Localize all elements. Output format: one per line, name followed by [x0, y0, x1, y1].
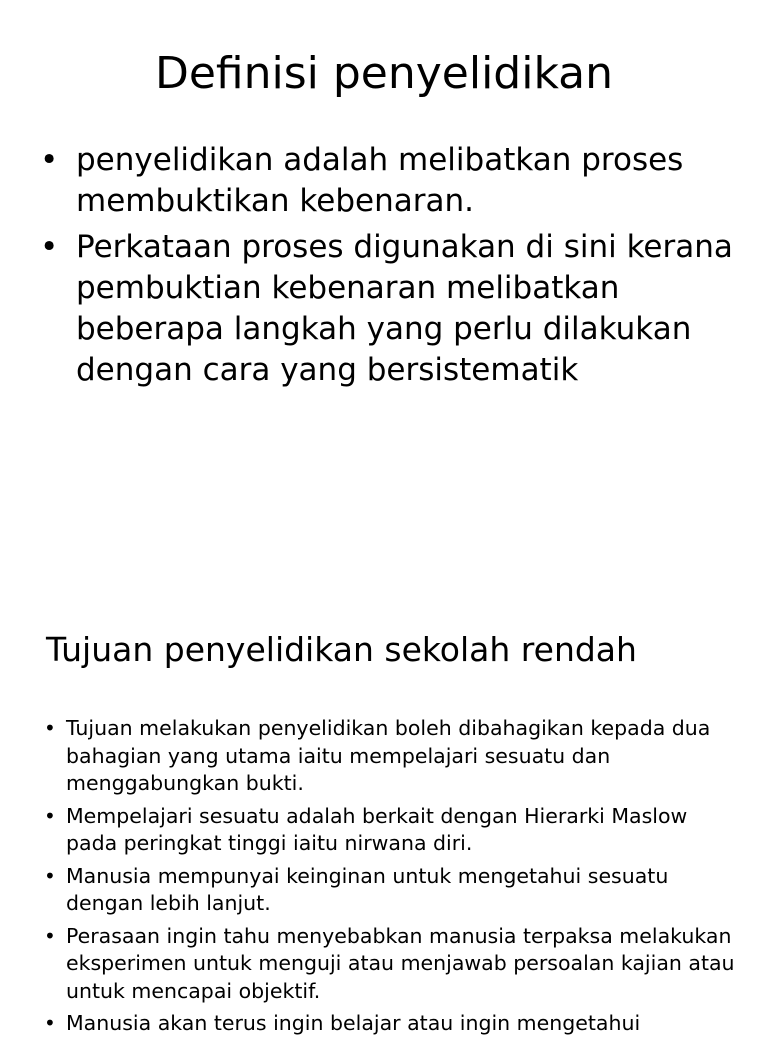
slide-1-bullet-text: penyelidikan adalah melibatkan proses membuktikan kebenaran.	[76, 142, 684, 219]
slide-1-bullet-text: Perkataan proses digunakan di sini kerana pembuktian kebenaran melibatkan beberapa langkah yang perlu dilakukan dengan cara yang bersistematik	[76, 229, 733, 388]
slide-1-bullet-item	[40, 227, 740, 391]
bullet-icon: •	[44, 863, 56, 888]
bullet-icon: •	[44, 923, 56, 948]
slide-1-bullet-item	[40, 140, 740, 222]
bullet-icon: •	[44, 1011, 56, 1035]
slide-2-bullet-list	[44, 715, 744, 1043]
slide-2-bullet-text: Tujuan melakukan penyelidikan boleh dibahagikan kepada dua bahagian yang utama iaitu mempelajari sesuatu dan menggabungkan bukti.	[66, 716, 711, 795]
bullet-icon: •	[40, 229, 59, 265]
slide-2-bullet-item	[44, 863, 744, 918]
slide-2-bullet-item	[44, 923, 744, 1006]
slide-2-title: Tujuan penyelidikan sekolah rendah	[46, 630, 637, 669]
slide-2-bullet-item	[44, 715, 744, 798]
slide-2-bullet-text: Perasaan ingin tahu menyebabkan manusia terpaksa melakukan eksperimen untuk menguji atau menjawab persoalan kajian atau untuk mencapai objektif.	[66, 923, 735, 1003]
slide-2-bullet-text: Manusia akan terus ingin belajar atau ingin mengetahui	[66, 1011, 641, 1035]
slide-1-title: Definisi penyelidikan	[154, 48, 614, 99]
slide-1-bullet-list	[40, 140, 740, 396]
bullet-icon: •	[40, 142, 59, 178]
slide-2-bullet-text: Manusia mempunyai keinginan untuk mengetahui sesuatu dengan lebih lanjut.	[66, 863, 669, 915]
slide-2-bullet-item	[44, 803, 744, 858]
bullet-icon: •	[44, 716, 56, 740]
slide-2-bullet-text: Mempelajari sesuatu adalah berkait dengan Hierarki Maslow pada peringkat tinggi iaitu nirwana diri.	[66, 803, 688, 855]
bullet-icon: •	[44, 803, 56, 828]
